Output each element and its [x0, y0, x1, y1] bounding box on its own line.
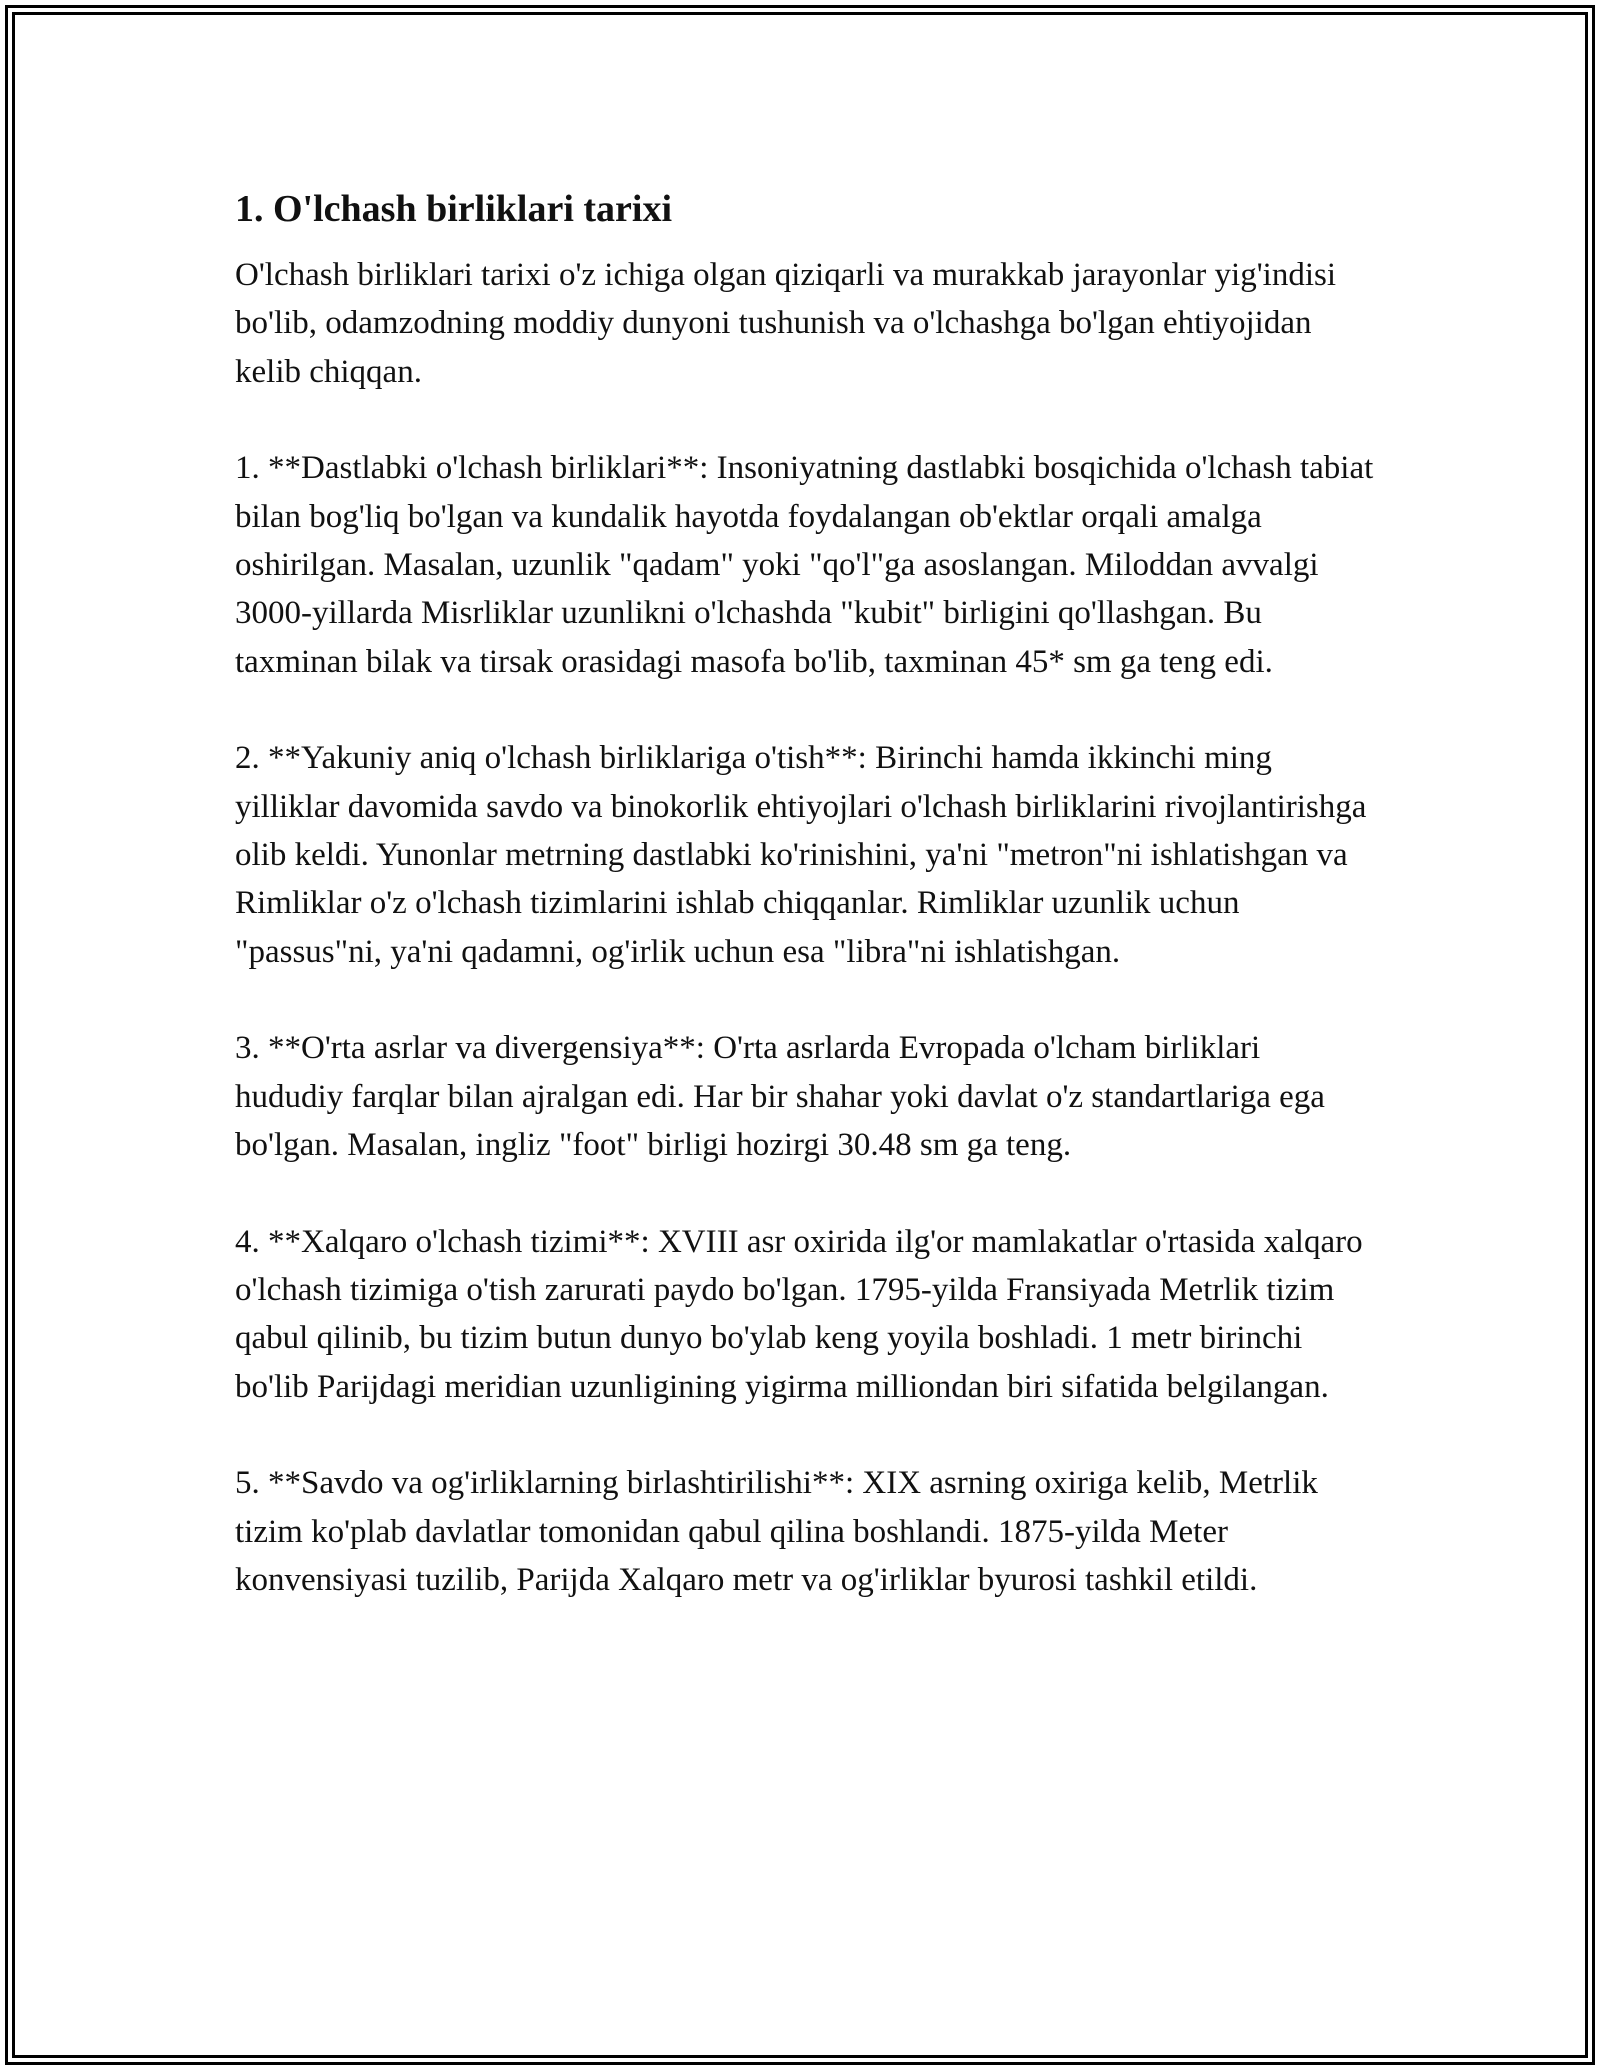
section-paragraph-5: 5. **Savdo va og'irliklarning birlashtirilishi**: XIX asrning oxiriga kelib, Metrlik tizim ko'plab davlatlar tomonidan qabul qilina boshlandi. 1875-yilda Meter konvensiyasi tuzilib, Parijda Xalqaro metr va og'irliklar byurosi tashkil etildi. — [235, 1465, 1318, 1598]
section-paragraph-3: 3. **O'rta asrlar va divergensiya**: O'rta asrlarda Evropada o'lcham birliklari hududiy farqlar bilan ajralgan edi. Har bir shahar yoki davlat o'z standartlariga ega bo'lgan. Masalan, ingliz "foot" birligi hozirgi 30.48 sm ga teng. — [235, 1030, 1325, 1164]
section-paragraph-4: 4. **Xalqaro o'lchash tizimi**: XVIII asr oxirida ilg'or mamlakatlar o'rtasida xalqaro o'lchash tizimiga o'tish zarurati paydo bo'lgan. 1795-yilda Fransiyada Metrlik tizim qabul qilinib, bu tizim butun dunyo bo'ylab keng yoyila boshladi. 1 metr birinchi bo'lib Parijdagi meridian uzunligining yigirma milliondan biri sifatida belgilangan. — [235, 1223, 1363, 1405]
document-body — [235, 185, 1375, 1652]
section-paragraph-1: 1. **Dastlabki o'lchash birliklari**: Insoniyatning dastlabki bosqichida o'lchash tabiat bilan bog'liq bo'lgan va kundalik hayotda foydalangan ob'ektlar orqali amalga oshirilgan. Masalan, uzunlik "qadam" yoki "qo'l"ga asoslangan. Miloddan avvalgi 3000-yillarda Misrliklar uzunlikni o'lchashda "kubit" birligini qo'llashgan. Bu taxminan bilak va tirsak orasidagi masofa bo'lib, taxminan 45* sm ga teng edi. — [235, 450, 1374, 680]
document-heading: 1. O'lchash birliklari tarixi — [235, 188, 673, 230]
intro-paragraph: O'lchash birliklari tarixi o'z ichiga olgan qiziqarli va murakkab jarayonlar yig'indisi bo'lib, odamzodning moddiy dunyoni tushunish va o'lchashga bo'lgan ehtiyojidan kelib chiqqan. — [235, 257, 1337, 390]
section-paragraph-2: 2. **Yakuniy aniq o'lchash birliklariga o'tish**: Birinchi hamda ikkinchi ming yilliklar davomida savdo va binokorlik ehtiyojlari o'lchash birliklarini rivojlantirishga olib keldi. Yunonlar metrning dastlabki ko'rinishini, ya'ni "metron"ni ishlatishgan va Rimliklar o'z o'lchash tizimlarini ishlab chiqqanlar. Rimliklar uzunlik uchun "passus"ni, ya'ni qadamni, og'irlik uchun esa "libra"ni ishlatishgan. — [235, 740, 1367, 970]
